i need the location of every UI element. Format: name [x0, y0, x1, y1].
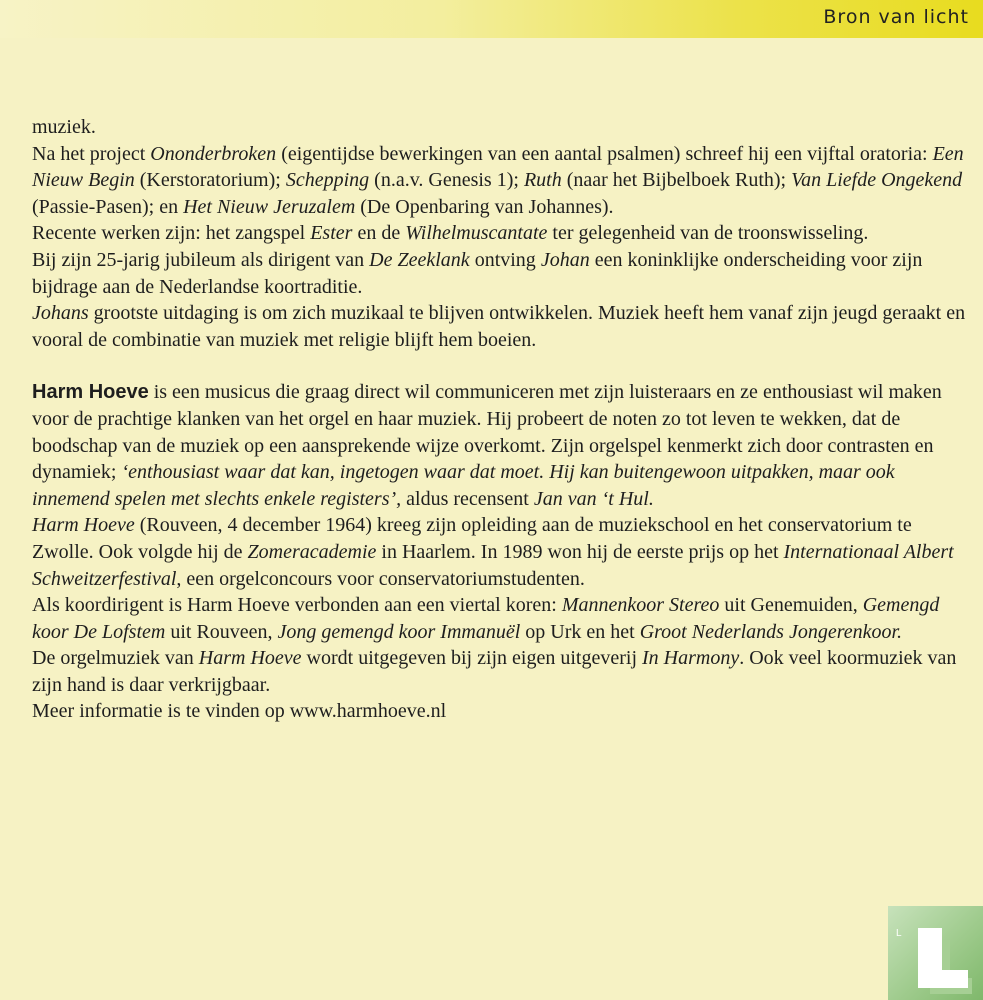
text-segment: (Passie-Pasen); en: [32, 195, 184, 218]
l-logo-shape: [888, 906, 983, 1000]
text-segment: grootste uitdaging is om zich muzikaal te blijven ontwikkelen. Muziek heeft hem vanaf zijn jeugd geraakt en vooral de combinatie van muziek met religie blijft hem boeien.: [32, 302, 966, 351]
text-segment: Jong gemengd koor Immanuël: [277, 620, 521, 643]
text-segment: Gemengd koor De Lofstem: [32, 594, 940, 643]
text-segment: ontving: [469, 248, 541, 271]
text-segment: Johans: [32, 302, 89, 325]
paragraph: [32, 220, 972, 247]
text-segment: Bij zijn 25-jarig jubileum als dirigent van: [32, 248, 370, 271]
paragraph: [32, 592, 972, 645]
text-segment: Harm Hoeve: [32, 381, 149, 404]
text-segment: ter gelegenheid van de troonswisseling.: [547, 222, 869, 245]
l-logo-icon: [888, 906, 983, 1000]
text-segment: (De Openbaring van Johannes).: [355, 195, 614, 218]
text-segment: Ruth: [523, 169, 562, 192]
text-segment: In Harmony: [642, 647, 740, 670]
text-segment: Zomeracademie: [247, 540, 377, 563]
text-segment: Harm Hoeve: [32, 514, 135, 537]
text-segment: Ononderbroken: [150, 142, 277, 165]
paragraph: [32, 141, 972, 221]
page-header-title: Bron van licht: [823, 6, 969, 28]
text-segment: De Zeeklank: [369, 248, 470, 271]
text-segment: aldus recensent: [401, 487, 534, 510]
text-segment: Harm Hoeve: [198, 647, 302, 670]
text-segment: Ester: [310, 222, 353, 245]
text-segment: Een Nieuw Begin: [32, 142, 964, 192]
text-segment: een koninklijke onderscheiding voor zijn bijdrage aan de Nederlandse koortraditie.: [32, 248, 923, 298]
text-segment: Wilhelmuscantate: [405, 222, 548, 245]
text-segment: Als koordirigent is Harm Hoeve verbonden aan een viertal koren:: [32, 594, 562, 617]
text-segment: uit Rouveen,: [165, 620, 278, 643]
paragraph: [32, 300, 972, 353]
paragraph: [32, 698, 972, 725]
text-segment: Recente werken zijn: het zangspel: [32, 222, 311, 245]
text-segment: . Ook veel koormuziek van zijn hand is daar verkrijgbaar.: [32, 647, 957, 696]
text-segment: Johan: [540, 248, 590, 271]
body-text: [32, 114, 972, 725]
text-segment: (naar het Bijbelboek Ruth);: [561, 169, 792, 192]
text-segment: Schepping: [285, 169, 370, 192]
header-band: [0, 0, 983, 38]
logo-glyph: L: [896, 928, 902, 939]
text-segment: (eigentijdse bewerkingen van een aantal psalmen) schreef hij een vijftal oratoria:: [276, 142, 933, 165]
text-segment: Internationaal Albert Schweitzerfestival: [32, 540, 954, 590]
paragraph: [32, 114, 972, 141]
text-segment: (n.a.v. Genesis 1);: [369, 169, 524, 192]
paragraph: [32, 645, 972, 698]
text-segment: Meer informatie is te vinden op www.harmhoeve.nl: [32, 700, 447, 723]
text-segment: muziek.: [32, 116, 96, 138]
text-segment: Het Nieuw Jeruzalem: [183, 195, 356, 218]
text-segment: Jan van ‘t Hul.: [533, 487, 654, 510]
text-segment: , een orgelconcours voor conservatoriumstudenten.: [176, 567, 585, 590]
text-segment: De orgelmuziek van: [32, 647, 199, 670]
text-segment: Na het project: [32, 142, 151, 165]
text-segment: (Kerstoratorium);: [134, 169, 286, 192]
paragraph: [32, 379, 972, 512]
text-segment: uit Genemuiden,: [719, 594, 863, 617]
text-segment: op Urk en het: [520, 620, 640, 643]
paragraph: [32, 512, 972, 592]
text-segment: Groot Nederlands Jongerenkoor.: [639, 620, 903, 643]
text-segment: ‘enthousiast waar dat kan, ingetogen waar dat moet. Hij kan buitengewoon uitpakken, maar ook innemend spelen met slechts enkele registers’,: [32, 461, 895, 510]
text-segment: Mannenkoor Stereo: [561, 594, 720, 617]
text-segment: is een musicus die graag direct wil communiceren met zijn luisteraars en ze enthousiast wil maken voor de prachtige klanken van het orgel en haar muziek. Hij probeert de noten zo tot leven te wekken, dat de boodschap van de muziek op een aansprekende wijze overkomt. Zijn orgelspel kenmerkt zich door contrasten en dynamiek;: [32, 381, 942, 484]
text-segment: wordt uitgegeven bij zijn eigen uitgeverij: [301, 647, 643, 670]
text-segment: (Rouveen, 4 december 1964) kreeg zijn opleiding aan de muziekschool en het conservatorium te Zwolle. Ook volgde hij de: [32, 514, 912, 563]
text-segment: en de: [352, 222, 406, 245]
text-segment: Van Liefde Ongekend: [791, 169, 963, 192]
paragraph: [32, 247, 972, 300]
text-segment: in Haarlem. In 1989 won hij de eerste prijs op het: [376, 540, 784, 563]
